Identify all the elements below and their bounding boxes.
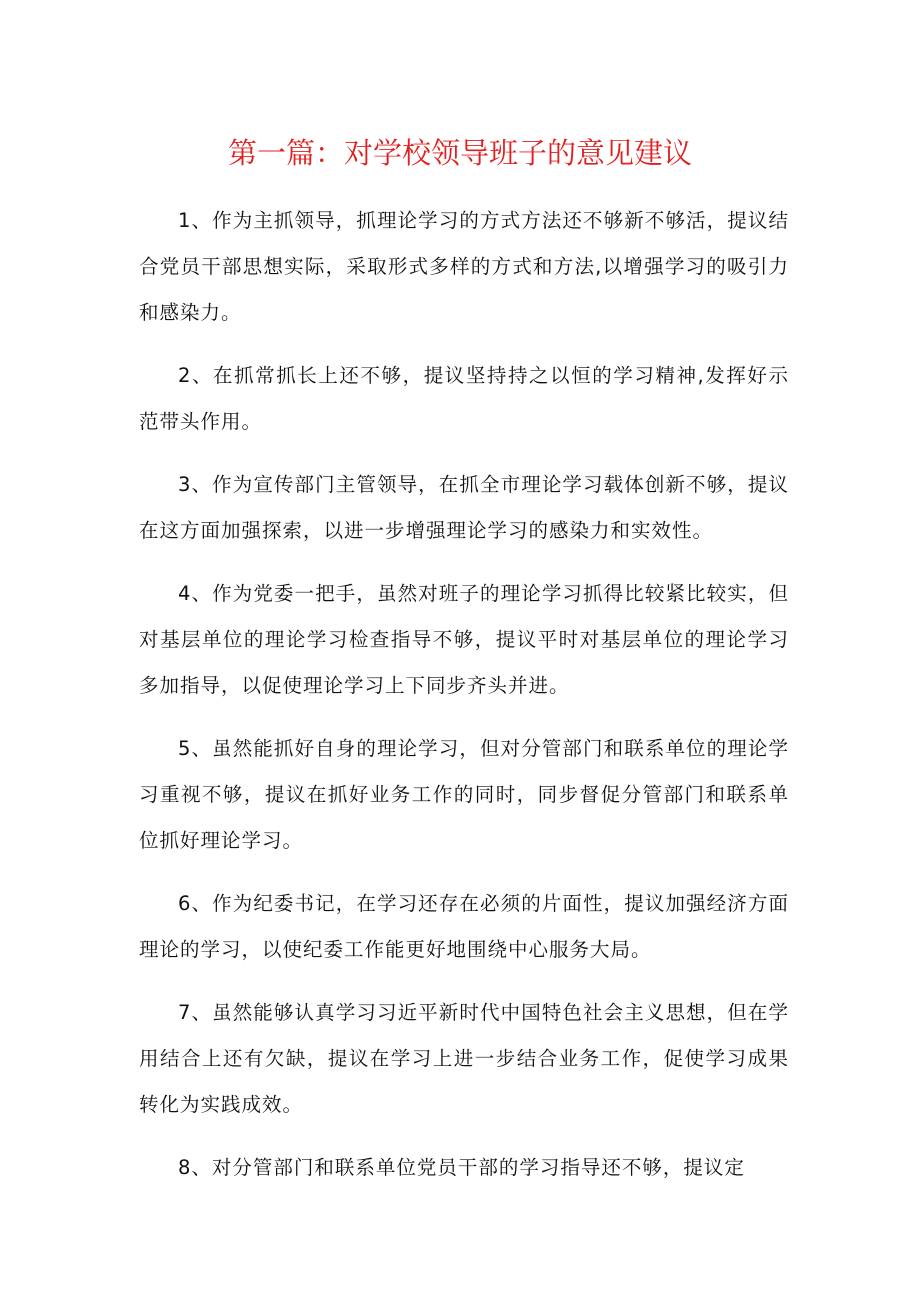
document-body [139,198,789,1208]
paragraph-7: 7、虽然能够认真学习习近平新时代中国特色社会主义思想，但在学用结合上还有欠缺，提议在学习上进一步结合业务工作，促使学习成果转化为实践成效。 [139,1001,789,1116]
paragraph-2: 2、在抓常抓长上还不够，提议坚持持之以恒的学习精神,发挥好示范带头作用。 [139,364,789,433]
paragraph-8: 8、对分管部门和联系单位党员干部的学习指导还不够，提议定 [178,1156,745,1179]
document-title: 第一篇：对学校领导班子的意见建议 [227,136,692,170]
paragraph-1: 1、作为主抓领导，抓理论学习的方式方法还不够新不够活，提议结合党员干部思想实际，采取形式多样的方式和方法,以增强学习的吸引力和感染力。 [139,209,789,324]
paragraph-3: 3、作为宣传部门主管领导，在抓全市理论学习载体创新不够，提议在这方面加强探索，以进一步增强理论学习的感染力和实效性。 [139,473,789,542]
paragraph-5: 5、虽然能抓好自身的理论学习，但对分管部门和联系单位的理论学习重视不够，提议在抓好业务工作的同时，同步督促分管部门和联系单位抓好理论学习。 [139,737,789,852]
paragraph-6: 6、作为纪委书记，在学习还存在必须的片面性，提议加强经济方面理论的学习，以使纪委工作能更好地围绕中心服务大局。 [139,892,789,961]
paragraph-4: 4、作为党委一把手，虽然对班子的理论学习抓得比较紧比较实，但对基层单位的理论学习检查指导不够，提议平时对基层单位的理论学习多加指导，以促使理论学习上下同步齐头并进。 [139,582,789,697]
